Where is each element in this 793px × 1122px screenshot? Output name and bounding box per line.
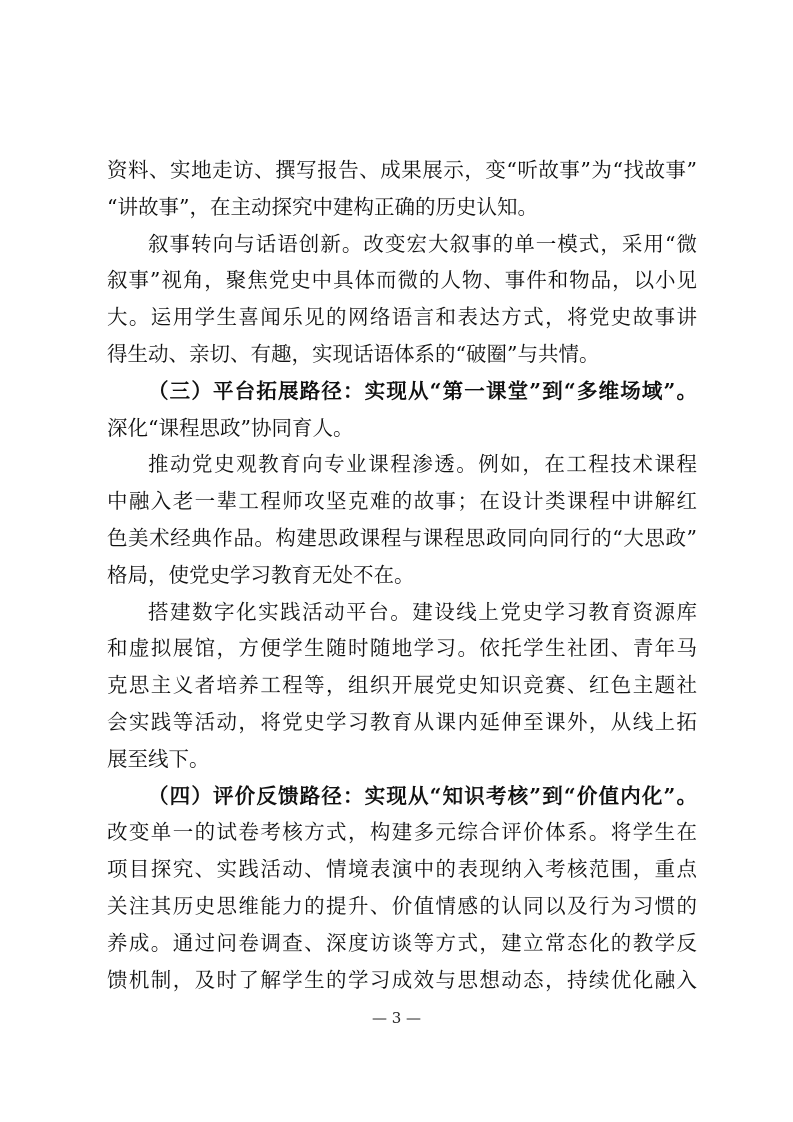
text-line: 养成。通过问卷调查、深度访谈等方式，建立常态化的教学反 bbox=[107, 930, 697, 955]
text-line: 改变单一的试卷考核方式，构建多元综合评价体系。将学生在 bbox=[107, 820, 697, 845]
section-heading-three: （三）平台拓展路径：实现从“第一课堂”到“多维场域”。 bbox=[148, 378, 697, 403]
text-line: 关注其历史思维能力的提升、价值情感的认同以及行为习惯的 bbox=[107, 893, 697, 918]
paragraph-heading-line: 推动党史观教育向专业课程渗透。例如，在工程技术课程 bbox=[148, 452, 697, 477]
page-number: — 3 — bbox=[371, 1009, 422, 1027]
text-line: 展至线下。 bbox=[107, 746, 210, 771]
text-line: “讲故事”，在主动探究中建构正确的历史认知。 bbox=[107, 194, 538, 219]
text-line: 克思主义者培养工程等，组织开展党史知识竞赛、红色主题社 bbox=[107, 673, 697, 698]
text-line: 馈机制，及时了解学生的学习成效与思想动态，持续优化融入 bbox=[107, 967, 697, 992]
paragraph-heading-line: 叙事转向与话语创新。改变宏大叙事的单一模式，采用“微 bbox=[148, 231, 697, 256]
text-line: 中融入老一辈工程师攻坚克难的故事；在设计类课程中讲解红 bbox=[107, 489, 697, 514]
text-line: 大。运用学生喜闻乐见的网络语言和表达方式，将党史故事讲 bbox=[107, 305, 697, 330]
text-line: 资料、实地走访、撰写报告、成果展示，变“听故事”为“找故事” bbox=[107, 158, 697, 182]
text-line: 项目探究、实践活动、情境表演中的表现纳入考核范围，重点 bbox=[107, 857, 697, 882]
text-line: 和虚拟展馆，方便学生随时随地学习。依托学生社团、青年马 bbox=[107, 636, 697, 661]
text-line: 色美术经典作品。构建思政课程与课程思政同向同行的“大思政” bbox=[107, 525, 697, 550]
text-line: 会实践等活动，将党史学习教育从课内延伸至课外，从线上拓 bbox=[107, 709, 697, 734]
text-line: 深化“课程思政”协同育人。 bbox=[107, 415, 354, 440]
text-line: 叙事”视角，聚焦党史中具体而微的人物、事件和物品，以小见 bbox=[107, 268, 697, 293]
body-text bbox=[107, 152, 697, 998]
paragraph-heading-line: 搭建数字化实践活动平台。建设线上党史学习教育资源库 bbox=[148, 599, 697, 624]
section-heading-four: （四）评价反馈路径：实现从“知识考核”到“价值内化”。 bbox=[148, 783, 697, 808]
text-line: 格局，使党史学习教育无处不在。 bbox=[107, 562, 415, 587]
text-line: 得生动、亲切、有趣，实现话语体系的“破圈”与共情。 bbox=[107, 341, 600, 366]
